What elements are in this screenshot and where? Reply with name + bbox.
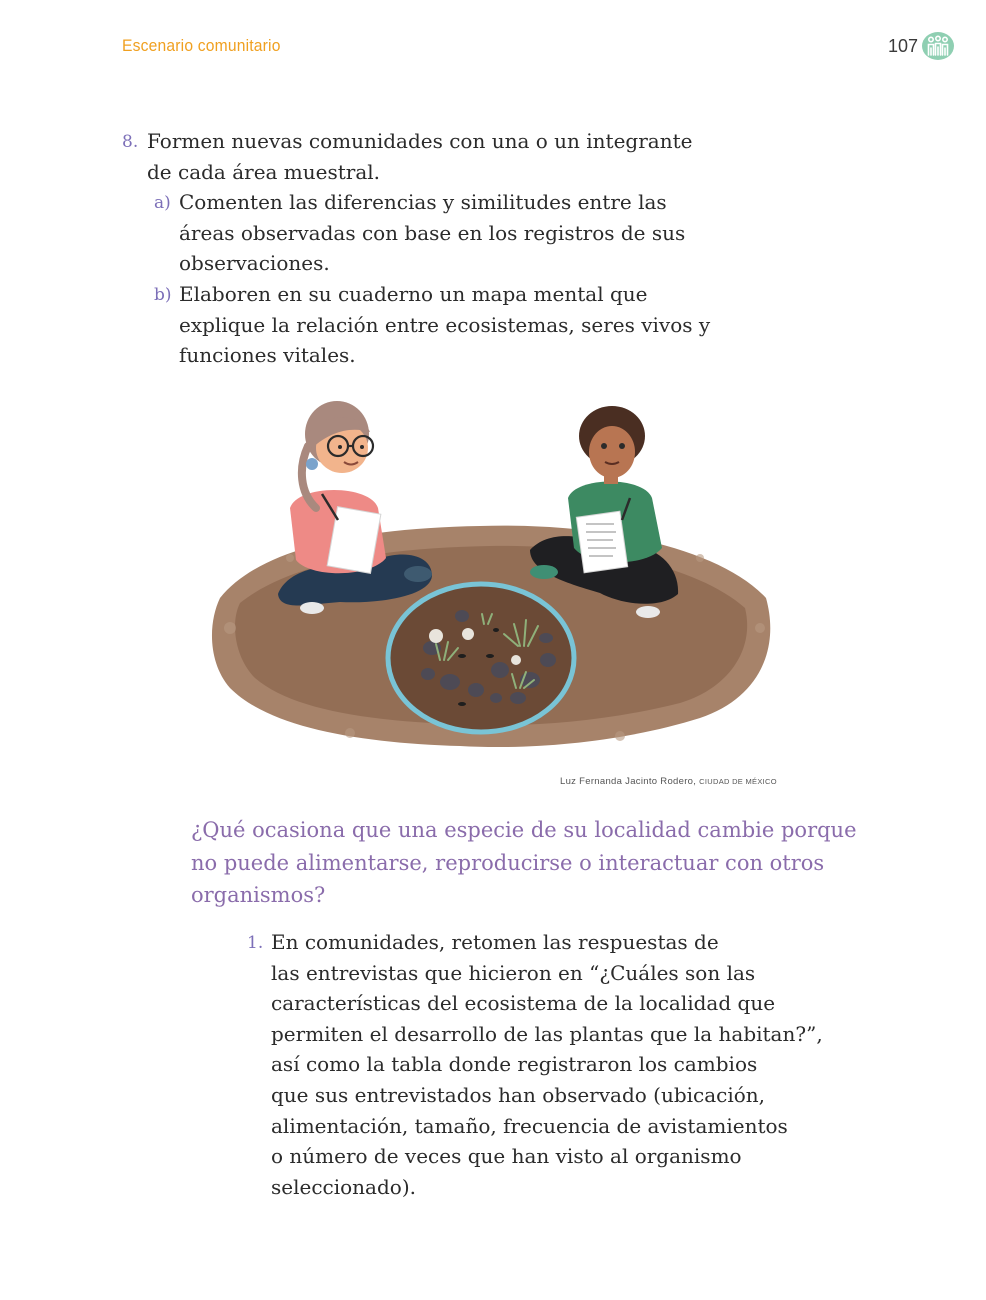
- text-line: de cada área muestral.: [147, 159, 381, 184]
- text-line: observaciones.: [179, 251, 330, 275]
- subitem-letter: b): [154, 285, 172, 305]
- text-line: Elaboren en su cuaderno un mapa mental que: [179, 282, 648, 306]
- text-line: permiten el desarrollo de las plantas que la habitan?”,: [271, 1021, 823, 1046]
- girl-with-notebook: [278, 401, 432, 614]
- question-line: ¿Qué ocasiona que una especie de su localidad cambie porque: [191, 818, 857, 842]
- credit-author: Luz Fernanda Jacinto Rodero,: [560, 776, 697, 787]
- credit-city: CIUDAD DE MÉXICO: [699, 777, 777, 786]
- item-text: [271, 927, 823, 1202]
- text-line: características del ecosistema de la localidad que: [271, 991, 776, 1016]
- question-line: no puede alimentarse, reproducirse o interactuar con otros: [191, 850, 825, 875]
- text-line: Comenten las diferencias y similitudes entre las: [179, 190, 667, 214]
- illustration-credit: [560, 776, 777, 787]
- text-line: o número de veces que han visto al organismo: [271, 1144, 742, 1169]
- question-line: organismos?: [191, 883, 326, 907]
- text-line: así como la tabla donde registraron los cambios: [271, 1052, 758, 1077]
- text-line: alimentación, tamaño, frecuencia de avistamientos: [271, 1113, 788, 1138]
- sample-area-circle: [388, 584, 574, 732]
- text-line: funciones vitales.: [179, 343, 356, 367]
- guiding-question: [191, 814, 857, 912]
- item-number: 8.: [122, 132, 139, 152]
- item-text: [147, 126, 693, 187]
- page-number: 107: [888, 36, 919, 56]
- text-line: áreas observadas con base en los registros de sus: [179, 220, 686, 245]
- illustration-children-observing: [200, 398, 780, 778]
- section-label: Escenario comunitario: [122, 36, 281, 55]
- subitem-text: [179, 187, 685, 279]
- text-line: Formen nuevas comunidades con una o un integrante: [147, 129, 693, 153]
- text-line: explique la relación entre ecosistemas, seres vivos y: [179, 312, 711, 337]
- item-number: 1.: [247, 933, 264, 953]
- text-line: En comunidades, retomen las respuestas de: [271, 930, 719, 954]
- text-line: seleccionado).: [271, 1174, 416, 1199]
- text-line: que sus entrevistados han observado (ubicación,: [271, 1082, 766, 1107]
- subitem-text: [179, 279, 710, 371]
- community-people-icon: [921, 31, 955, 61]
- text-line: las entrevistas que hicieron en “¿Cuáles son las: [271, 960, 756, 985]
- subitem-letter: a): [154, 193, 171, 213]
